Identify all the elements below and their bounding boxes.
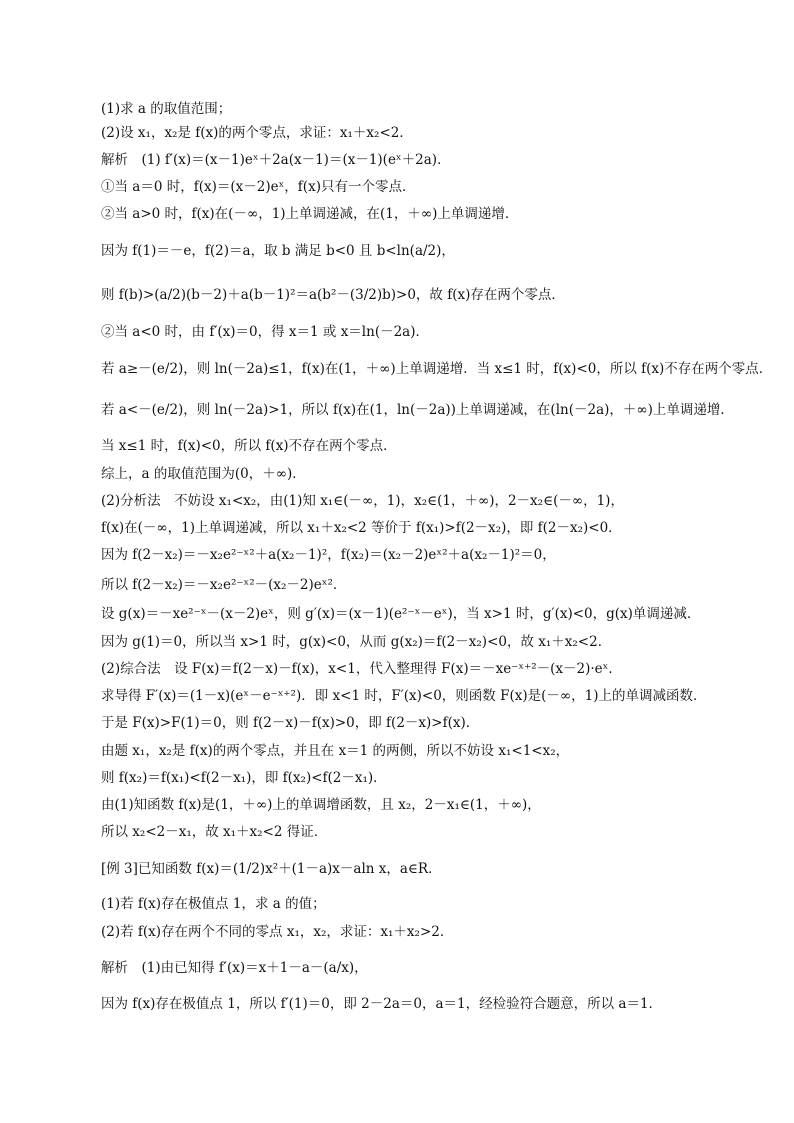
text-line: 当 x≤1 时，f(x)<0，所以 f(x)不存在两个零点．: [101, 438, 397, 454]
text-line: f(x)在(－∞，1)上单调递减，所以 x₁＋x₂<2 等价于 f(x₁)>f(2－x₂)，即 f(2－x₂)<0．: [101, 520, 622, 536]
text-line: (1)求 a 的取值范围；: [101, 101, 232, 117]
text-line: 则 f(b)>(a/2)(b－2)＋a(b－1)²＝a(b²－(3/2)b)>0，故 f(x)存在两个零点．: [101, 287, 565, 303]
example-heading: [例 3]已知函数 f(x)＝(1/2)x²＋(1－a)x－aln x，a∈R．: [101, 861, 442, 877]
text-line: 解析 (1) f′(x)＝(x－1)eˣ＋2a(x－1)＝(x－1)(eˣ＋2a)．: [101, 152, 451, 168]
text-line: 设 g(x)＝－xe²⁻ˣ－(x－2)eˣ，则 g′(x)＝(x－1)(e²⁻ˣ－eˣ)，当 x>1 时，g′(x)<0，g(x)单调递减．: [101, 606, 701, 622]
text-line: 由(1)知函数 f(x)是(1，＋∞)上的单调增函数，且 x₂，2－x₁∈(1，＋∞)，: [101, 797, 541, 813]
text-line: 因为 g(1)＝0，所以当 x>1 时，g(x)<0，从而 g(x₂)＝f(2－x₂)<0，故 x₁＋x₂<2．: [101, 634, 612, 650]
text-line: ②当 a>0 时，f(x)在(－∞，1)上单调递减，在(1，＋∞)上单调递增．: [101, 206, 519, 222]
text-line: 解析 (1)由已知得 f′(x)＝x＋1－a－(a/x)，: [101, 960, 368, 976]
text-line: 综上，a 的取值范围为(0，＋∞)．: [101, 466, 306, 482]
text-line: 则 f(x₂)＝f(x₁)<f(2－x₁)，即 f(x₂)<f(2－x₁)．: [101, 770, 387, 786]
text-line: 因为 f(x)存在极值点 1，所以 f′(1)＝0，即 2－2a＝0，a＝1，经检验符合题意，所以 a＝1．: [101, 996, 663, 1012]
text-line: 所以 x₂<2－x₁，故 x₁＋x₂<2 得证．: [101, 824, 328, 840]
text-line: ①当 a＝0 时，f(x)＝(x－2)eˣ，f(x)只有一个零点．: [101, 179, 416, 195]
text-line: 若 a≥－(e/2)，则 ln(－2a)≤1，f(x)在(1，＋∞)上单调递增．当 x≤1 时，f(x)<0，所以 f(x)不存在两个零点．: [101, 361, 773, 377]
text-line: 因为 f(2－x₂)＝－x₂e²⁻ˣ²＋a(x₂－1)²，f(x₂)＝(x₂－2)eˣ²＋a(x₂－1)²＝0，: [101, 547, 556, 563]
text-line: (1)若 f(x)存在极值点 1，求 a 的值；: [101, 896, 326, 912]
text-line: 求导得 F′(x)＝(1－x)(eˣ－e⁻ˣ⁺²)．即 x<1 时，F′(x)<0，则函数 F(x)是(－∞，1)上的单调减函数．: [101, 688, 707, 704]
text-line: 若 a<－(e/2)，则 ln(－2a)>1，所以 f(x)在(1，ln(－2a))上单调递减，在(ln(－2a)，＋∞)上单调递增．: [101, 402, 734, 418]
text-line: (2)若 f(x)存在两个不同的零点 x₁，x₂，求证：x₁＋x₂>2．: [101, 924, 454, 940]
text-line: (2)综合法 设 F(x)＝f(2－x)－f(x)，x<1，代入整理得 F(x)＝－xe⁻ˣ⁺²－(x－2)·eˣ．: [101, 661, 622, 677]
text-line: (2)分析法 不妨设 x₁<x₂，由(1)知 x₁∈(－∞，1)，x₂∈(1，＋∞)，2－x₂∈(－∞，1)，: [101, 493, 624, 509]
text-line: 于是 F(x)>F(1)＝0，则 f(2－x)－f(x)>0，即 f(2－x)>f(x)．: [101, 715, 480, 731]
text-line: ②当 a<0 时，由 f′(x)＝0，得 x＝1 或 x＝ln(－2a)．: [101, 324, 429, 340]
text-line: 所以 f(2－x₂)＝－x₂e²⁻ˣ²－(x₂－2)eˣ²．: [101, 577, 347, 593]
text-line: 因为 f(1)＝－e，f(2)＝a，取 b 满足 b<0 且 b<ln(a/2)，: [101, 243, 455, 259]
text-line: (2)设 x₁，x₂是 f(x)的两个零点，求证：x₁＋x₂<2．: [101, 125, 413, 141]
text-line: 由题 x₁，x₂是 f(x)的两个零点，并且在 x＝1 的两侧，所以不妨设 x₁<1<x₂，: [101, 743, 570, 759]
